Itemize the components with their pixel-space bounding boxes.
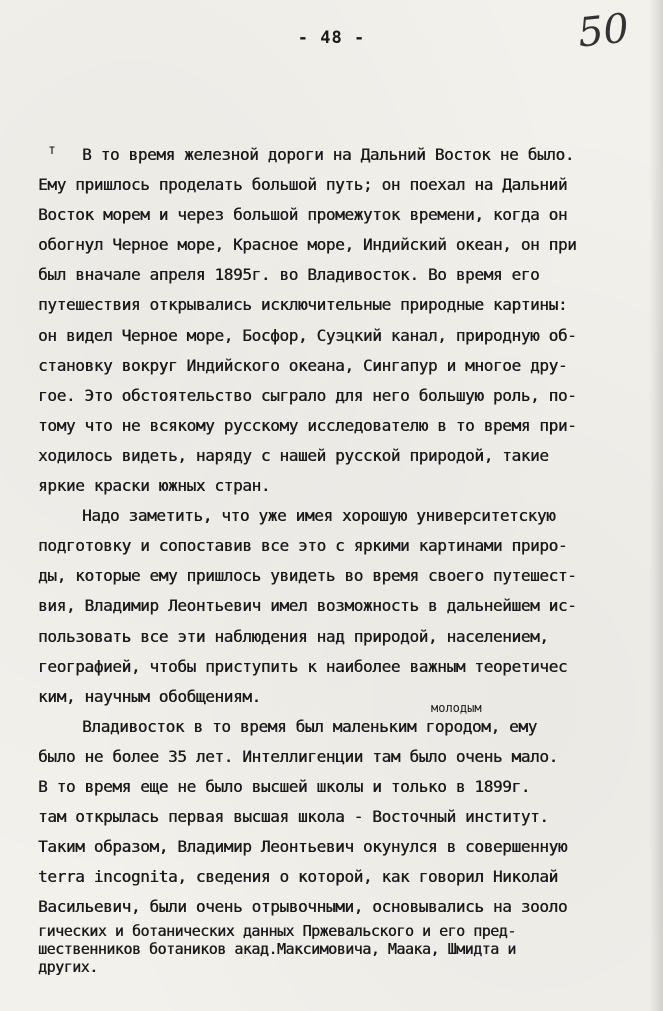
text-line: обогнул Черное море, Красное море, Индийский океан, он при	[38, 235, 577, 255]
text-line: он видел Черное море, Босфор, Суэцкий канал, природную об-	[38, 325, 577, 345]
text-line: был вначале апреля 1895г. во Владивосток. Во время его	[38, 265, 540, 285]
text-line: географией, чтобы приступить к наиболее важным теоретичес	[38, 656, 568, 676]
text-line: было не более 35 лет. Интеллигенции там было очень мало.	[38, 746, 558, 766]
text-line: Ему пришлось проделать большой путь; он поехал на Дальний	[38, 175, 568, 195]
margin-mark: т	[48, 143, 56, 158]
text-line: там открылась первая высшая школа - Восточный институт.	[38, 807, 549, 827]
interlinear-correction: молодым	[431, 700, 482, 715]
text-line: ходилось видеть, наряду с нашей русской природой, такие	[38, 445, 549, 465]
text-line: становку вокруг Индийского океана, Сингапур и многое дру-	[38, 355, 568, 375]
text-line: шественников ботаников акад.Максимовича, Маака, Шмидта и	[38, 940, 516, 959]
text-line: тому что не всякому русскому исследователю в то время при-	[38, 415, 577, 435]
text-line: ды, которые ему пришлось увидеть во время своего путешест-	[38, 566, 577, 586]
text-line: В то время железной дороги на Дальний Восток не было.	[82, 145, 574, 164]
page-number: - 48 -	[297, 28, 366, 48]
text-line: Таким образом, Владимир Леонтьевич окунулся в совершенную	[38, 837, 568, 857]
handwritten-page-number: 50	[575, 5, 632, 57]
text-line: гое. Это обстоятельство сыграло для него большую роль, по-	[38, 385, 577, 405]
text-line: В то время еще не было высшей школы и только в 1899г.	[38, 776, 530, 796]
text-line: ким, научным обобщениям.	[38, 686, 261, 706]
page-edge-shadow	[649, 0, 663, 1011]
text-line: Восток морем и через большой промежуток времени, когда он	[38, 205, 568, 225]
text-line: путешествия открывались исключительные природные картины:	[38, 295, 568, 315]
text-line: terra incognita, сведения о которой, как говорил Николай	[38, 867, 558, 887]
text-line: подготовку и сопоставив все это с яркими картинами приро-	[38, 536, 568, 556]
text-line: Васильевич, были очень отрывочными, основывались на зооло	[38, 897, 568, 917]
text-line: Надо заметить, что уже имея хорошую университетскую	[82, 506, 556, 526]
text-line: других.	[38, 958, 98, 977]
text-line: Владивосток в то время был маленьким городом, ему	[82, 716, 537, 736]
text-line: пользовать все эти наблюдения над природой, населением,	[38, 626, 549, 646]
text-line: яркие краски южных стран.	[38, 476, 271, 496]
text-line: гических и ботанических данных Пржевальского и его пред-	[38, 922, 516, 941]
text-line: вия, Владимир Леонтьевич имел возможность в дальнейшем ис-	[38, 596, 577, 616]
body-text	[38, 140, 643, 976]
